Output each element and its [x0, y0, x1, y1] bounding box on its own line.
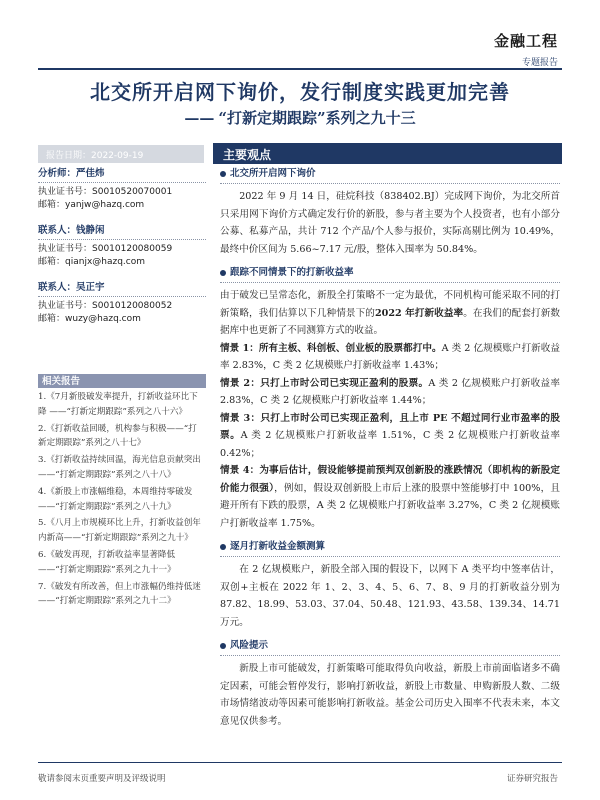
contact-block — [38, 224, 206, 269]
bullet-icon — [220, 171, 226, 177]
scenario-4: 情景 4：为事后估计，假设能够提前预判双创新股的涨跌情况（即机构的新股定价能力很强），例如，假设双创新股上市后上涨的股票中签能够打中 100%，且避开所有下跌的股票，A 类 2 亿规模账户打新收益率 3.27%，C 类 2 亿规模账户打新收益率 1.75%。 — [220, 465, 560, 529]
contact-name: 联系人：钱静闲 — [38, 225, 105, 236]
scenario-1: 情景 1：所有主板、科创板、创业板的股票都打中。A 类 2 亿规模账户打新收益率 2.83%，C 类 2 亿规模账户打新收益率 1.43%； — [220, 342, 560, 371]
email-link[interactable]: qianjx@hazq.com — [65, 257, 146, 267]
bullet-icon — [220, 544, 226, 550]
analyst-email: 邮箱：yanjw@hazq.com — [38, 200, 145, 210]
contact-email: 邮箱：qianjx@hazq.com — [38, 257, 146, 267]
section-paragraph: 新股上市可能破发，打新策略可能取得负向收益，新股上市前面临诸多不确定因素，可能会暂停发行，影响打新收益，新股上市数量、申购新股人数、二级市场情绪波动等因素可能影响打新收益。基金公司历史入围率不代表未来，本文意见仅供参考。 — [220, 663, 560, 727]
report-category: 金融工程 — [493, 32, 558, 50]
bullet-icon — [220, 643, 226, 649]
contact-block — [38, 281, 206, 326]
contact-cert: 执业证书号：S0010120080059 — [38, 244, 173, 254]
subtitle-dash: —— — [184, 109, 215, 127]
related-report-item[interactable]: 7.《破发有所改善，但上市涨幅仍维持低迷——“打新定期跟踪”系列之九十二》 — [38, 581, 201, 607]
section-heading: 跟踪不同情景下的打新收益率 — [220, 266, 560, 280]
section-heading: 逐月打新收益金额测算 — [220, 540, 560, 554]
related-report-item[interactable]: 2.《打新收益回暖，机构参与积极——“打新定期跟踪”系列之八十七》 — [38, 423, 197, 449]
report-date-value: 2022-09-19 — [91, 151, 144, 161]
main-views-content — [220, 167, 560, 730]
bullet-icon — [220, 270, 226, 276]
email-link[interactable]: yanjw@hazq.com — [65, 200, 145, 210]
section-paragraph: 由于破发已呈常态化，新股全打策略不一定为最优，不同机构可能采取不同的打新策略，我们估算以下几种情景下的2022 年打新收益率。在我们的配套打新数据库中也更新了不同测算方式的收益。 — [220, 290, 561, 336]
related-report-item[interactable]: 5.《八月上市规模环比上升，打新收益创年内新高——“打新定期跟踪”系列之九十》 — [38, 518, 201, 544]
email-link[interactable]: wuzy@hazq.com — [65, 314, 141, 324]
report-date-label: 报告日期： — [46, 151, 92, 161]
contact-email: 邮箱：wuzy@hazq.com — [38, 314, 141, 324]
analyst-panel — [38, 167, 206, 338]
section-paragraph: 2022 年 9 月 14 日，硅烷科技（838402.BJ）完成网下询价，为北交所首只采用网下询价方式确定发行价的新股，参与者主要为个人投资者，也有小部分公募、私募产品，共计 712 个产品/个人参与报价，实际高剔比例为 10.49%，最终中价区间为 5.66~7.17 元/股，整体入围率为 50.84%。 — [220, 191, 560, 255]
contact-cert: 执业证书号：S0010120080052 — [38, 301, 173, 311]
scenario-3: 情景 3：只打上市时公司已实现正盈利，且上市 PE 不超过同行业市盈率的股票。A 类 2 亿规模账户打新收益率 1.51%，C 类 2 亿规模账户打新收益率 0.42%； — [220, 412, 560, 459]
related-report-item[interactable]: 6.《破发再现，打新收益率显著降低——“打新定期跟踪”系列之九十一》 — [38, 549, 176, 575]
section-divider — [220, 183, 560, 184]
related-reports-list — [38, 390, 204, 611]
contact-name: 联系人：吴正宇 — [38, 282, 105, 293]
related-reports-heading: 相关报告 — [38, 374, 206, 388]
header-divider — [38, 68, 562, 70]
scenario-2: 情景 2：只打上市时公司已实现正盈利的股票。A 类 2 亿规模账户打新收益率 2.83%，C 类 2 亿规模账户打新收益率 1.44%； — [220, 377, 560, 406]
related-report-item[interactable]: 3.《打新收益持续回温，海光信息贡献突出——“打新定期跟踪”系列之八十八》 — [38, 455, 201, 480]
main-views-bar — [213, 143, 562, 164]
contact-divider — [38, 296, 206, 297]
related-report-item[interactable]: 1.《7月新股破发率提升，打新收益环比下降 ——“打新定期跟踪”系列之八十六》 — [38, 392, 198, 417]
section-divider — [220, 655, 560, 656]
analyst-name: 分析师：严佳炜 — [38, 168, 105, 179]
analyst-block — [38, 167, 206, 212]
footer-label: 证券研究报告 — [506, 774, 558, 784]
section-heading: 北交所开启网下询价 — [220, 167, 560, 181]
main-views-label: 主要观点 — [223, 148, 272, 162]
section-heading: 风险提示 — [220, 639, 560, 653]
section-paragraph: 在 2 亿规模账户，新股全部入围的假设下，以网下 A 类平均中签率估计，双创+主板在 2022 年 1、2、3、4、5、6、7、8、9 月的打新收益分别为 87.82、18.99、53.03、37.04、50.48、121.93、43.58、139.34、14.71 万元。 — [220, 564, 560, 628]
analyst-divider — [38, 182, 206, 183]
report-date-bar — [38, 145, 204, 163]
analyst-cert: 执业证书号：S0010520070001 — [38, 187, 173, 197]
subtitle-series: “打新定期跟踪”系列之九十三 — [218, 109, 416, 127]
related-report-item[interactable]: 4.《新股上市涨幅维稳，本周维持零破发——“打新定期跟踪”系列之八十九》 — [38, 486, 193, 512]
page-subtitle — [0, 107, 600, 128]
report-subcategory: 专题报告 — [521, 58, 558, 68]
footer-divider — [38, 762, 562, 763]
section-divider — [220, 556, 560, 557]
page-title: 北交所开启网下询价，发行制度实践更加完善 — [90, 80, 510, 104]
section-divider — [220, 282, 560, 283]
contact-divider — [38, 239, 206, 240]
footer-disclaimer: 敬请参阅末页重要声明及评级说明 — [38, 774, 166, 784]
